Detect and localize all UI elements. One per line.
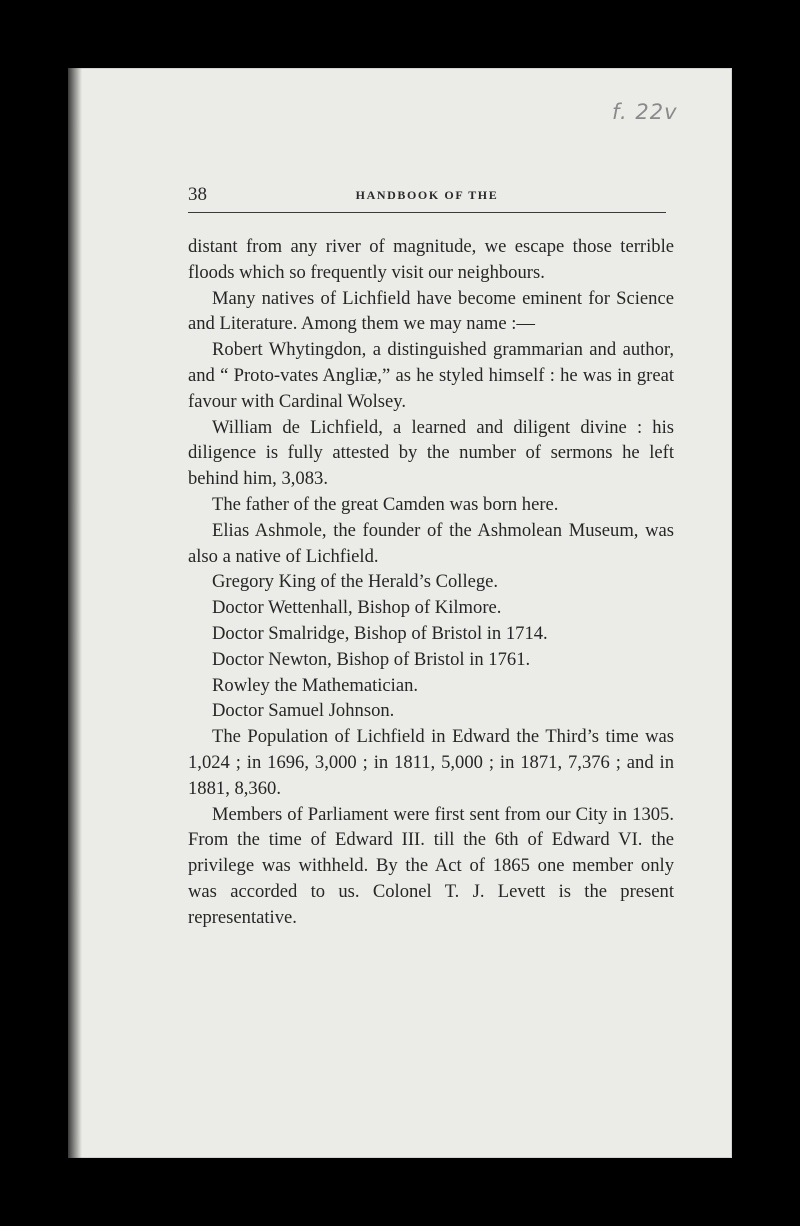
paragraph: The Population of Lichfield in Edward the Third’s time was 1,024 ; in 1696, 3,000 ; in 1811, 5,000 ; in 1871, 7,376 ; and in 1881, 8,360.: [188, 726, 674, 799]
paragraph: Doctor Newton, Bishop of Bristol in 1761.: [212, 648, 531, 670]
page-number: 38: [188, 184, 207, 205]
paragraph: Robert Whytingdon, a distinguished grammarian and author, and “ Proto-vates Angliæ,” as he styled himself : he was in great favour with Cardinal Wolsey.: [188, 339, 674, 412]
paragraph: The father of the great Camden was born here.: [212, 493, 559, 515]
paragraph: Many natives of Lichfield have become eminent for Science and Literature. Among them we may name :—: [188, 287, 674, 335]
page-gutter-shadow: [68, 68, 82, 1158]
paragraph: Doctor Wettenhall, Bishop of Kilmore.: [212, 597, 502, 619]
running-head: HANDBOOK OF THE: [355, 188, 499, 202]
paragraph: Elias Ashmole, the founder of the Ashmolean Museum, was also a native of Lichfield.: [188, 519, 674, 567]
body-text: [188, 234, 674, 931]
paragraph: Doctor Samuel Johnson.: [212, 700, 395, 722]
page-header: [188, 184, 666, 210]
header-rule: [188, 212, 666, 213]
paragraph: Members of Parliament were first sent from our City in 1305. From the time of Edward III. till the 6th of Edward VI. the privilege was withheld. By the Act of 1865 one member only was accorded to us. Colonel T. J. Levett is the present representative.: [188, 803, 674, 928]
paragraph: Doctor Smalridge, Bishop of Bristol in 1714.: [212, 622, 548, 644]
paragraph: William de Lichfield, a learned and diligent divine : his diligence is fully attested by the number of sermons he left behind him, 3,083.: [188, 416, 674, 490]
paragraph: distant from any river of magnitude, we escape those terrible floods which so frequently visit our neighbours.: [188, 236, 674, 283]
folio-annotation: f. 22v: [612, 100, 678, 124]
paragraph: Gregory King of the Herald’s College.: [212, 571, 499, 593]
paragraph: Rowley the Mathematician.: [212, 674, 419, 696]
